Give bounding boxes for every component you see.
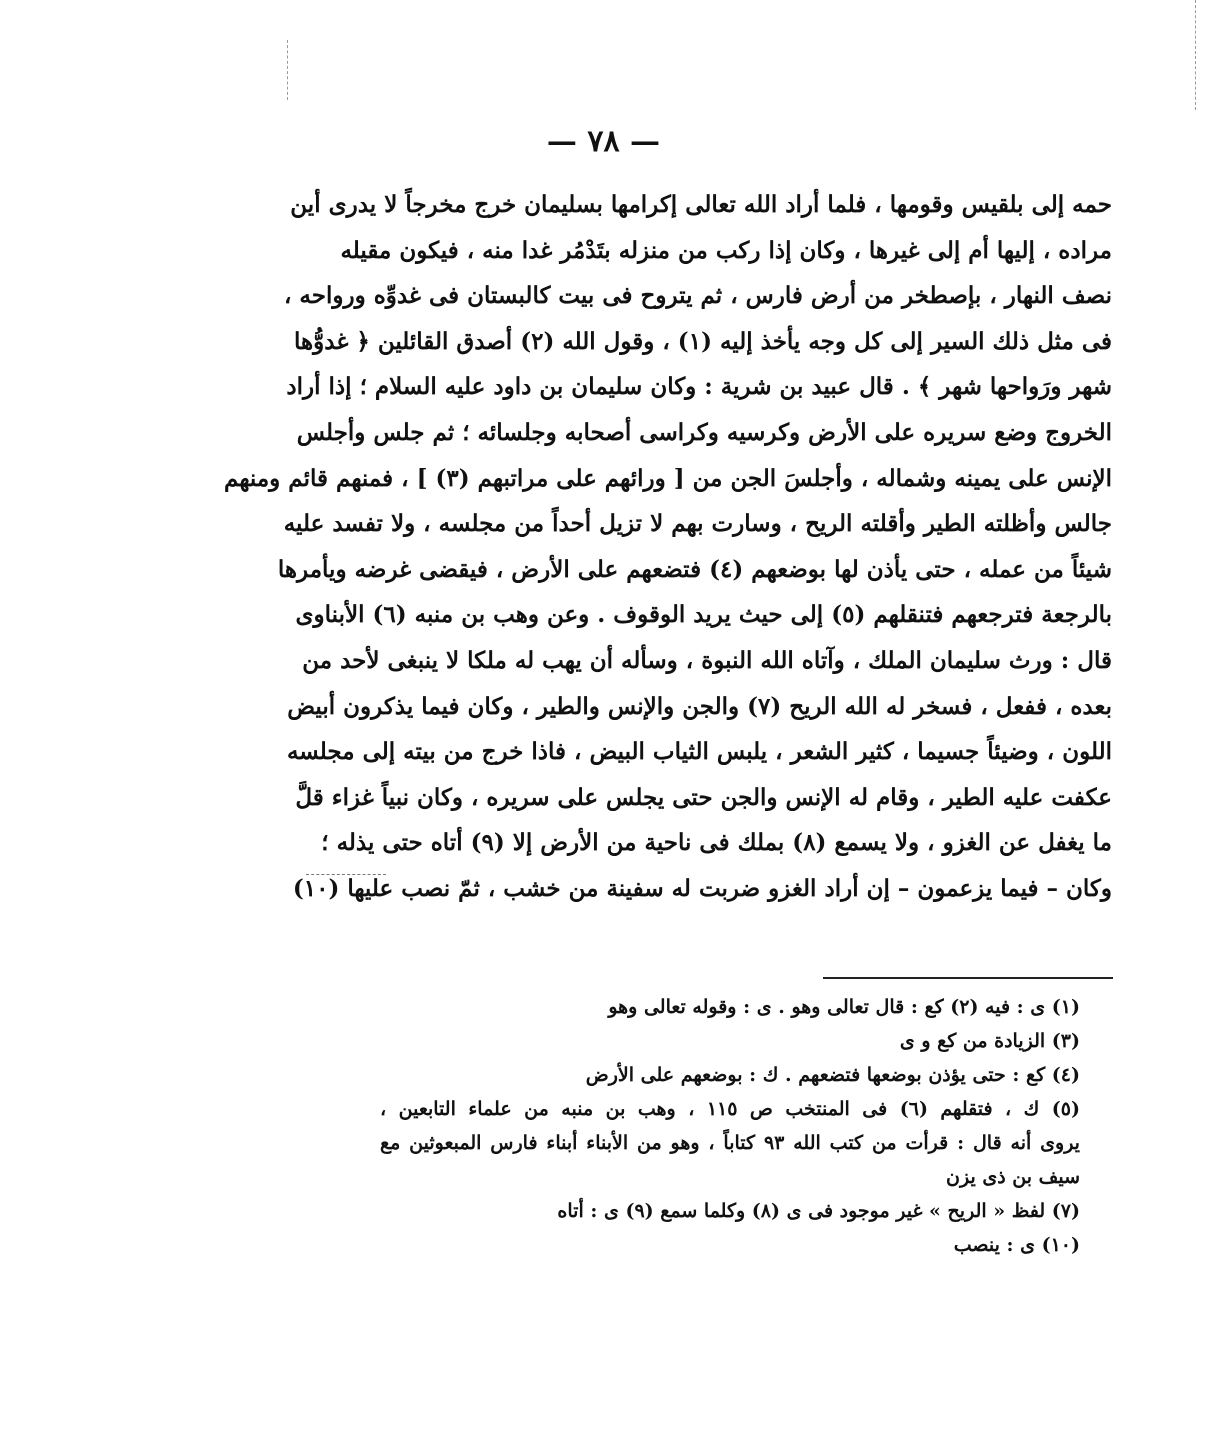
text-line: مراده ، إليها أم إلى غيرها ، وكان إذا ركب من منزله بتَدْمُر غدا منه ، فيكون مقيله [340, 236, 1112, 264]
text-line: الخروج وضع سريره على الأرض وكرسيه وكراسى أصحابه وجلسائه ؛ ثم جلس وأجلس [296, 418, 1112, 446]
footnote-line: يروى أنه قال : قرأت من كتب الله ٩٣ كتاباً ، وهو من الأبناء أبناء فارس المبعوثين مع [380, 1132, 1080, 1154]
text-line: شهر ورَواحها شهر ﴾ . قال عبيد بن شرية : وكان سليمان بن داود عليه السلام ؛ إذا أراد [286, 373, 1112, 401]
text-line: جالس وأظلته الطير وأقلته الريح ، وسارت بهم لا تزيل أحداً من مجلسه ، ولا تفسد عليه [283, 510, 1112, 538]
footnote-line: (٧) لفظ « الريح » غير موجود فى ى (٨) وكلما سمع (٩) ى : أتاه [557, 1200, 1080, 1222]
text-line: شيئاً من عمله ، حتى يأذن لها بوضعهم (٤) فتضعهم على الأرض ، فيقضى غرضه ويأمرها [277, 555, 1112, 583]
page-number: — ٧٨ — [546, 124, 661, 159]
footnote-line: (١٠) ى : ينصب [953, 1234, 1080, 1256]
text-line: بعده ، ففعل ، فسخر له الله الريح (٧) والجن والإنس والطير ، وكان فيما يذكرون أبيض [287, 692, 1112, 720]
footnotes-block [380, 990, 1080, 1262]
text-line: حمه إلى بلقيس وقومها ، فلما أراد الله تعالى إكرامها بسليمان خرج مخرجاً لا يدرى أين [290, 191, 1112, 218]
main-text-block [224, 182, 1112, 912]
footnote-divider [823, 977, 1113, 979]
text-line: بالرجعة فترجعهم فتنقلهم (٥) إلى حيث يريد الوقوف . وعن وهب بن منبه (٦) الأبناوى [295, 601, 1112, 629]
text-line: وكان – فيما يزعمون – إن أراد الغزو ضربت له سفينة من خشب ، ثمّ نصب عليها (١٠) [292, 874, 1112, 902]
scan-edge-mark-right [1195, 0, 1196, 110]
footnote-line: سيف بن ذى يزن [946, 1166, 1080, 1188]
text-line: الإنس على يمينه وشماله ، وأجلسَ الجن من [ ورائهم على مراتبهم (٣) ] ، فمنهم قائم ومنهم [224, 464, 1112, 492]
text-line: عكفت عليه الطير ، وقام له الإنس والجن حتى يجلس على سريره ، وكان نبياً غزاء قلَّ [295, 783, 1112, 811]
footnote-line: (٣) الزيادة من كع و ى [899, 1030, 1080, 1052]
text-line: ما يغفل عن الغزو ، ولا يسمع (٨) بملك فى ناحية من الأرض إلا (٩) أتاه حتى يذله ؛ [321, 829, 1112, 857]
text-line: اللون ، وضيئاً جسيما ، كثير الشعر ، يلبس الثياب البيض ، فاذا خرج من بيته إلى مجلسه [286, 738, 1112, 766]
text-line: فى مثل ذلك السير إلى كل وجه يأخذ إليه (١) ، وقول الله (٢) أصدق القائلين ﴿ غدوُّها [294, 327, 1112, 355]
text-line: نصف النهار ، بإصطخر من أرض فارس ، ثم يتروح فى بيت كالبستان فى غدوِّه ورواحه ، [284, 282, 1112, 310]
scan-edge-mark-left [287, 40, 288, 100]
text-line: قال : ورث سليمان الملك ، وآتاه الله النبوة ، وسأله أن يهب له ملكا لا ينبغى لأحد من [302, 646, 1112, 674]
footnote-line: (٥) ك ، فتقلهم (٦) فى المنتخب ص ١١٥ ، وهب بن منبه من علماء التابعين ، [380, 1098, 1080, 1120]
footnote-line: (١) ى : فيه (٢) كع : قال تعالى وهو . ى : وقوله تعالى وهو [608, 996, 1080, 1018]
footnote-line: (٤) كع : حتى يؤذن بوضعها فتضعهم . ك : بوضعهم على الأرض [585, 1064, 1080, 1086]
